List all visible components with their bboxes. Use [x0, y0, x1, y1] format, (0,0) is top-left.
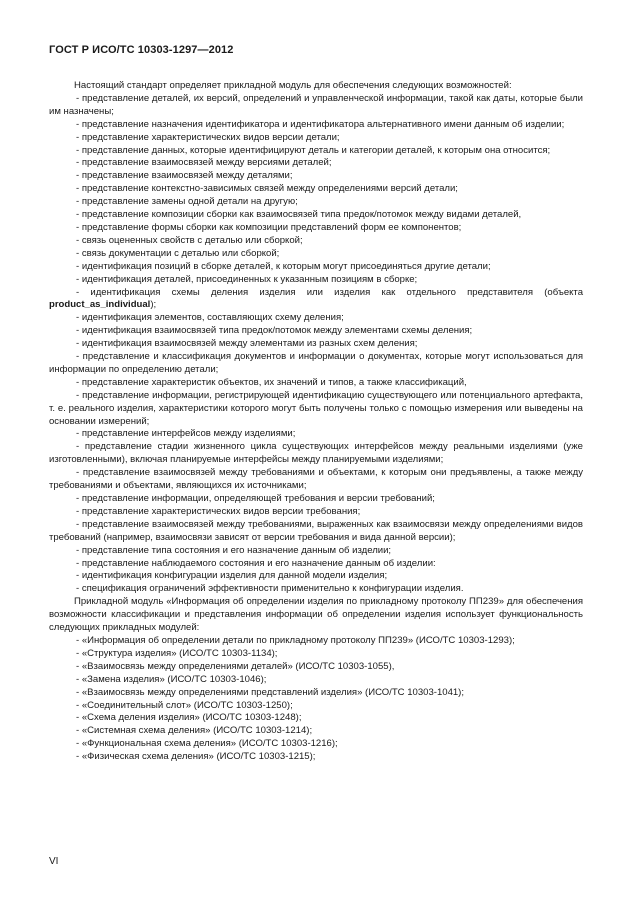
item-text: ); — [150, 299, 157, 311]
list-item: - идентификация взаимосвязей типа предок/потомок между элементами схемы деления; — [76, 325, 473, 337]
module-item: - «Схема деления изделия» (ИСО/ТС 10303-1248); — [76, 712, 302, 724]
list-item: - представление контекстно-зависимых связей между определениями версий детали; — [76, 183, 458, 195]
module-item: - «Замена изделия» (ИСО/ТС 10303-1046); — [76, 673, 267, 685]
list-item: - представление назначения идентификатора и идентификатора альтернативного имени данным об изделии; — [76, 118, 565, 130]
entity-name: product_as_individual — [49, 299, 151, 311]
list-item: - представление взаимосвязей между требованиями и объектами, к которым они предъявлены, а также между требованиями и объектами, являющихся их источниками; — [49, 467, 583, 492]
list-item: - представление интерфейсов между изделиями; — [76, 428, 296, 440]
intro-paragraph: Настоящий стандарт определяет прикладной модуль для обеспечения следующих возможностей: — [74, 80, 512, 91]
list-item: - представление и классификация документов и информации о документах, которые могут использоваться для информации по определению детали; — [49, 351, 583, 375]
list-item: - представление характеристических видов версии детали; — [76, 131, 340, 143]
module-item: - «Соединительный слот» (ИСО/ТС 10303-1250); — [76, 699, 293, 711]
module-item: - «Системная схема деления» (ИСО/ТС 10303-1214); — [76, 725, 313, 737]
module-item: - «Взаимосвязь между определениями представлений изделия» (ИСО/ТС 10303-1041); — [76, 686, 465, 698]
module-item: - «Структура изделия» (ИСО/ТС 10303-1134); — [76, 647, 278, 659]
list-item: - идентификация конфигурации изделия для данной модели изделия; — [76, 570, 388, 582]
module-item: - «Информация об определении детали по прикладному протоколу ПП239» (ИСО/ТС 10303-1293); — [76, 634, 515, 646]
list-item: - представление композиции сборки как взаимосвязей типа предок/потомок между видами деталей, — [76, 209, 522, 221]
list-item: - идентификация деталей, присоединенных к указанным позициям в сборке; — [76, 273, 418, 285]
list-item: - представление стадии жизненного цикла существующих интерфейсов между реальными изделиями (уже изготовленными), включая планируемые интерфейсы между планируемыми изделиями; — [49, 441, 583, 466]
module-item: - «Взаимосвязь между определениями деталей» (ИСО/ТС 10303-1055), — [76, 660, 395, 672]
list-item: - представление информации, регистрирующей идентификацию существующего или потенциального артефакта, т. е. реального изделия, характеристики которого могут быть получены только с помощью измерения или выведены на основании измерений; — [49, 389, 583, 427]
list-item: - представление формы сборки как композиции представлений форм ее компонентов; — [76, 221, 462, 233]
list-item: - представление взаимосвязей между требованиями, выраженных как взаимосвязи между определениями видов требований (например, взаимосвязи зависят от версии требования и вида данной версии); — [49, 518, 583, 543]
list-item: - представление деталей, их версий, определений и управленческой информации, такой как даты, которые были им назначены; — [49, 92, 583, 117]
page-number: VI — [49, 856, 59, 867]
list-item: - идентификация взаимосвязей между элементами из разных схем деления; — [76, 338, 418, 350]
list-item: - представление информации, определяющей требования и версии требований; — [76, 493, 435, 504]
module-item: - «Функциональная схема деления» (ИСО/ТС 10303-1216); — [76, 738, 338, 750]
list-item: - представление взаимосвязей между деталями; — [76, 170, 293, 182]
list-item: - представление данных, которые идентифицируют деталь и категории деталей, к которым она относится; — [76, 144, 551, 156]
list-item: - представление типа состояния и его назначение данным об изделии; — [76, 544, 392, 556]
list-item: - представление замены одной детали на другую; — [76, 196, 298, 208]
modules-paragraph: Прикладной модуль «Информация об определении изделия по прикладному протоколу ПП239» для обеспечения возможности классификации и представления информации об определении изделия использует функциональность следующих прикладных модулей: — [49, 596, 583, 634]
list-item: - связь документации с деталью или сборкой; — [76, 247, 280, 259]
list-item: - идентификация элементов, составляющих схему деления; — [76, 312, 344, 324]
list-item: - представление взаимосвязей между версиями деталей; — [76, 157, 332, 169]
document-body — [49, 80, 583, 764]
list-item: - идентификация позиций в сборке деталей, к которым могут присоединяться другие детали; — [76, 260, 491, 272]
list-item-product — [49, 287, 583, 313]
list-item: - спецификация ограничений эффективности применительно к конфигурации изделия. — [76, 583, 464, 595]
module-item: - «Физическая схема деления» (ИСО/ТС 10303-1215); — [76, 751, 316, 763]
list-item: - представление характеристик объектов, их значений и типов, а также классификаций, — [76, 376, 467, 388]
item-text: - идентификация схемы деления изделия или изделия как отдельного представителя (объекта — [76, 286, 583, 298]
list-item: - связь оцененных свойств с деталью или сборкой; — [76, 234, 303, 246]
document-header: ГОСТ Р ИСО/ТС 10303-1297—2012 — [49, 44, 234, 56]
list-item: - представление характеристических видов версии требования; — [76, 505, 361, 517]
list-item: - представление наблюдаемого состояния и его назначение данным об изделии: — [76, 557, 436, 569]
